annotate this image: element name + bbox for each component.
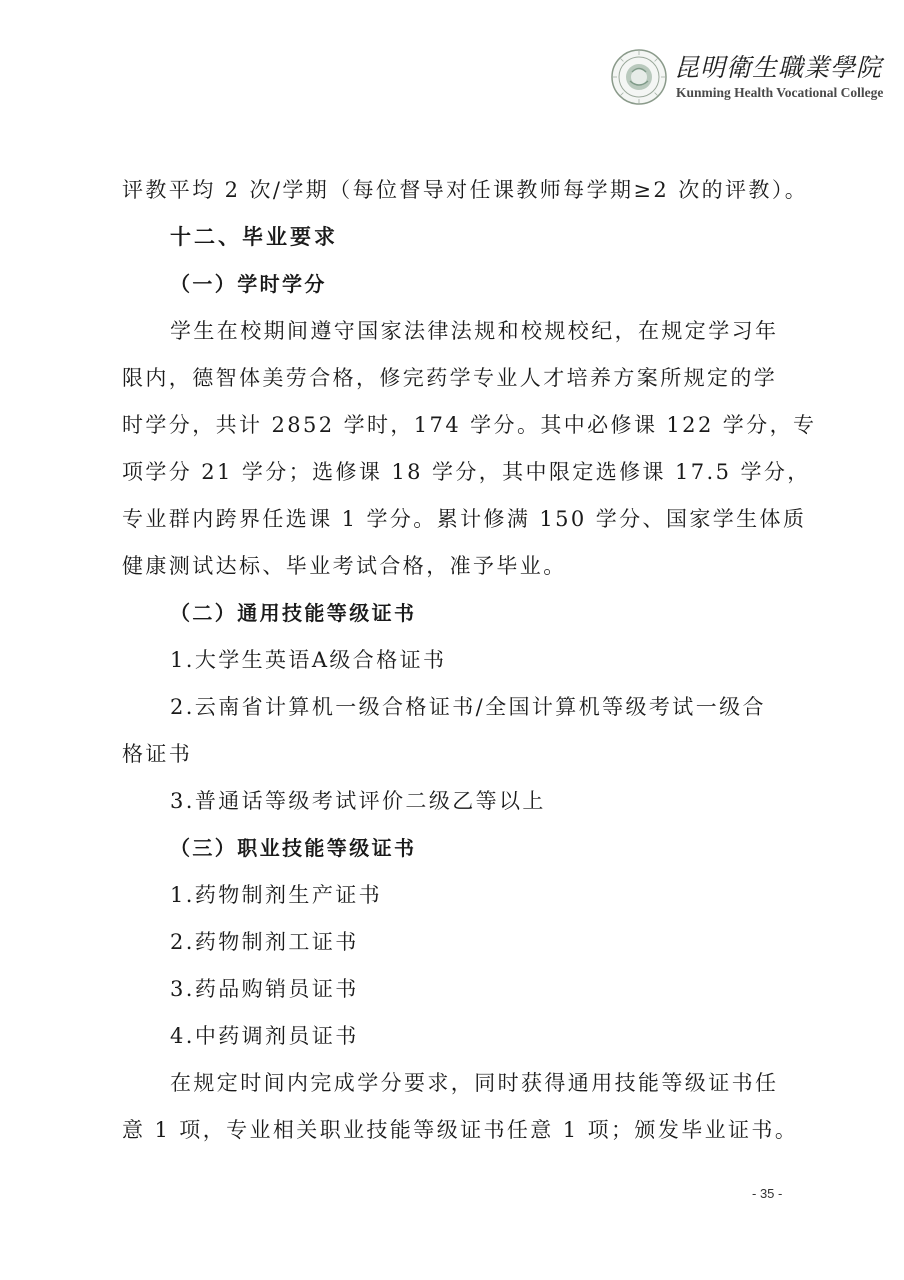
college-header-logo — [610, 46, 884, 110]
general-certificate-item-continued: 格证书 — [122, 742, 193, 766]
paragraph-credits-line: 限内，德智体美劳合格，修完药学专业人才培养方案所规定的学 — [122, 366, 778, 390]
general-certificate-item: 3.普通话等级考试评价二级乙等以上 — [170, 789, 546, 813]
paragraph-diploma-condition: 在规定时间内完成学分要求，同时获得通用技能等级证书任 — [170, 1071, 779, 1095]
subsection-heading-vocational-certificates: （三）职业技能等级证书 — [170, 836, 417, 860]
college-seal-icon — [610, 48, 668, 106]
vocational-certificate-item: 1.药物制剂生产证书 — [170, 883, 383, 907]
paragraph-credits-line: 项学分 21 学分；选修课 18 学分，其中限定选修课 17.5 学分， — [122, 460, 811, 484]
general-certificate-item: 1.大学生英语A级合格证书 — [170, 648, 447, 672]
paragraph-credits-line: 学生在校期间遵守国家法律法规和校规校纪，在规定学习年 — [170, 319, 779, 343]
paragraph-credits-line: 健康测试达标、毕业考试合格，准予毕业。 — [122, 554, 567, 578]
paragraph-evaluation-frequency: 评教平均 2 次/学期（每位督导对任课教师每学期≥2 次的评教）。 — [122, 178, 809, 202]
paragraph-credits-line: 专业群内跨界任选课 1 学分。累计修满 150 学分、国家学生体质 — [122, 507, 807, 531]
paragraph-credits-line: 时学分，共计 2852 学时，174 学分。其中必修课 122 学分，专 — [122, 413, 817, 437]
subsection-heading-general-certificates: （二）通用技能等级证书 — [170, 601, 417, 625]
vocational-certificate-item: 2.药物制剂工证书 — [170, 930, 359, 954]
vocational-certificate-item: 3.药品购销员证书 — [170, 977, 359, 1001]
college-name-english: Kunming Health Vocational College — [676, 85, 884, 100]
paragraph-diploma-condition: 意 1 项，专业相关职业技能等级证书任意 1 项；颁发毕业证书。 — [122, 1118, 799, 1142]
subsection-heading-hours-credits: （一）学时学分 — [170, 272, 327, 296]
page-number: - 35 - — [752, 1186, 783, 1201]
general-certificate-item: 2.云南省计算机一级合格证书/全国计算机等级考试一级合 — [170, 695, 766, 719]
college-name-chinese: 昆明衛生職業學院 — [674, 53, 883, 82]
section-heading-graduation-requirements: 十二、毕业要求 — [170, 225, 338, 249]
vocational-certificate-item: 4.中药调剂员证书 — [170, 1024, 359, 1048]
